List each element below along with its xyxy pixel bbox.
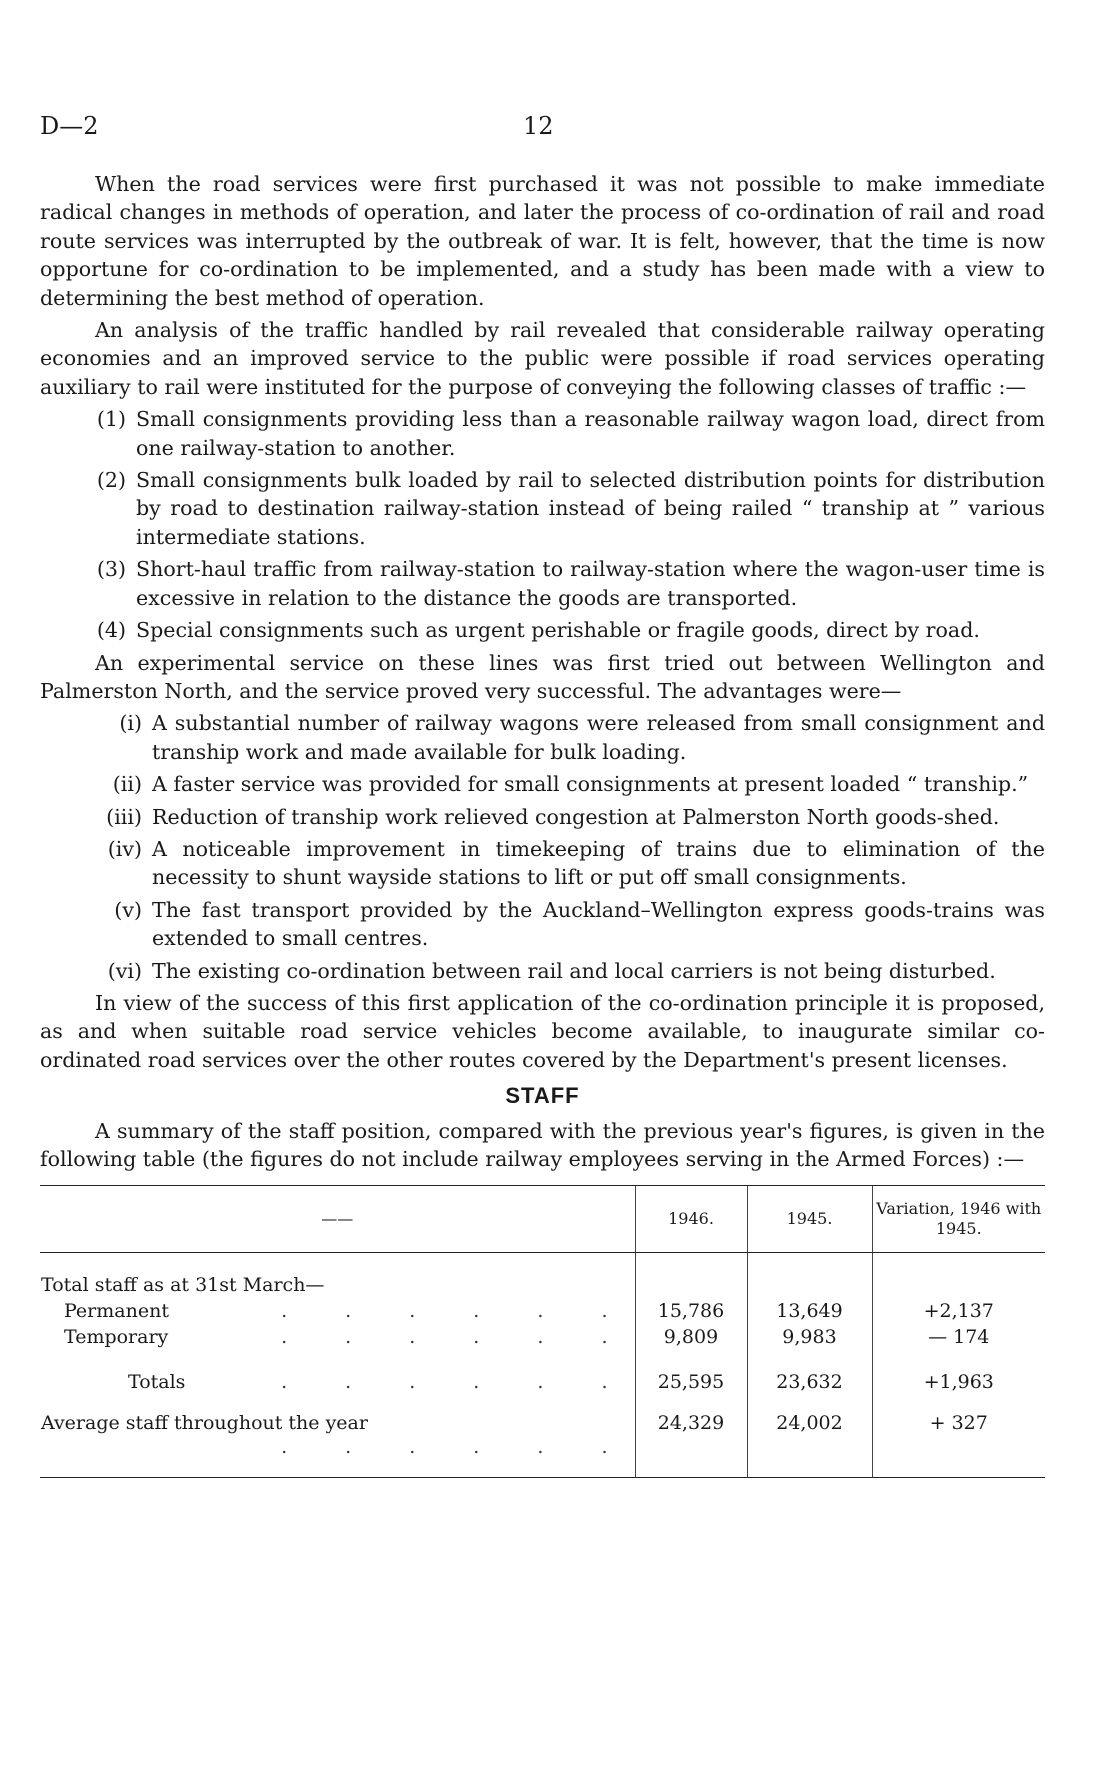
list-text: Reduction of tranship work relieved congestion at Palmerston North goods-shed. xyxy=(152,804,1000,829)
table-row-totals xyxy=(40,1350,1045,1395)
row-label-average: Average staff throughout the year xyxy=(41,1412,368,1435)
list-text: Small consignments providing less than a reasonable railway wagon load, direct from one railway-station to another. xyxy=(136,407,1045,460)
list-item-class-3 xyxy=(40,555,1045,612)
list-number: (iv) xyxy=(107,836,142,861)
leader-dots: . . . . . . xyxy=(281,1300,634,1323)
paragraph-proposal: In view of the success of this first application of the co-ordination principle it is proposed, as and when suitable road service vehicles become available, to inaugurate similar co-ordinated road services over the other routes covered by the Department's present licenses. xyxy=(40,990,1045,1072)
list-text: The fast transport provided by the Auckland–Wellington express goods-trains was extended to small centres. xyxy=(152,897,1045,951)
list-item-advantage-1 xyxy=(40,709,1045,766)
leader-dots: . . . . . . xyxy=(281,1326,634,1349)
cell-average-variation: + 327 xyxy=(872,1395,1045,1478)
table-row-average xyxy=(40,1395,1045,1478)
list-item-advantage-4 xyxy=(40,835,1045,892)
staff-table xyxy=(40,1185,1045,1478)
list-text: A noticeable improvement in timekeeping of trains due to elimination of the necessity to shunt wayside stations to lift or put off small consignments. xyxy=(152,836,1045,890)
cell-permanent-1945: 13,649 xyxy=(747,1298,872,1324)
section-heading-staff: STAFF xyxy=(505,1083,580,1109)
list-text: A faster service was provided for small consignments at present loaded “ tranship.” xyxy=(152,772,1029,797)
paragraph-staff-summary: A summary of the staff position, compared with the previous year's figures, is given in the following table (the figures do not include railway employees serving in the Armed Forces) :— xyxy=(40,1118,1045,1171)
list-number: (1) xyxy=(96,407,126,432)
list-number: (iii) xyxy=(106,804,142,829)
document-code: D—2 xyxy=(40,112,99,140)
header-1946: 1946. xyxy=(635,1186,747,1253)
cell-permanent-variation: +2,137 xyxy=(872,1298,1045,1324)
list-number: (2) xyxy=(96,468,126,493)
list-text: The existing co-ordination between rail and local carriers is not being disturbed. xyxy=(152,958,996,983)
table-row xyxy=(40,1324,1045,1350)
list-number: (vi) xyxy=(107,958,142,983)
table-row xyxy=(40,1298,1045,1324)
paragraph-road-services: When the road services were first purchased it was not possible to make immediate radical changes in methods of operation, and later the process of co-ordination of rail and road route services was interrupted by the outbreak of war. It is felt, however, that the time is now opportune for co-ordination to be implemented, and a study has been made with a view to determining the best method of operation. xyxy=(40,172,1045,310)
cell-totals-variation: +1,963 xyxy=(872,1350,1045,1395)
list-number: (i) xyxy=(119,711,142,736)
list-text: Short-haul traffic from railway-station to railway-station where the wagon-user time is excessive in relation to the distance the goods are transported. xyxy=(136,557,1045,610)
row-label-totals: Totals xyxy=(128,1371,186,1394)
cell-permanent-1946: 15,786 xyxy=(635,1298,747,1324)
list-number: (3) xyxy=(96,557,126,582)
paragraph-experimental-service: An experimental service on these lines was first tried out between Wellington and Palmerston North, and the service proved very successful. The advantages were— xyxy=(40,650,1045,703)
paragraph-traffic-analysis: An analysis of the traffic handled by rail revealed that considerable railway operating economies and an improved service to the public were possible if road services operating auxiliary to rail were instituted for the purpose of conveying the following classes of traffic :— xyxy=(40,318,1045,399)
row-label-permanent: Permanent xyxy=(64,1300,169,1323)
cell-totals-1945: 23,632 xyxy=(747,1350,872,1395)
header-variation: Variation, 1946 with 1945. xyxy=(872,1186,1045,1253)
list-item-class-4 xyxy=(40,616,1045,644)
cell-temporary-variation: — 174 xyxy=(872,1324,1045,1350)
list-item-advantage-3 xyxy=(40,803,1045,831)
list-item-advantage-5 xyxy=(40,896,1045,953)
list-text: Small consignments bulk loaded by rail to selected distribution points for distribution by road to destination railway-station instead of being railed “ tranship at ” various intermediate stations. xyxy=(136,468,1045,549)
list-item-advantage-2 xyxy=(40,770,1045,798)
list-number: (4) xyxy=(96,618,126,643)
table-row-section xyxy=(40,1253,1045,1299)
cell-temporary-1945: 9,983 xyxy=(747,1324,872,1350)
section-label: Total staff as at 31st March— xyxy=(41,1274,325,1297)
cell-temporary-1946: 9,809 xyxy=(635,1324,747,1350)
list-item-advantage-6 xyxy=(40,957,1045,985)
row-label-temporary: Temporary xyxy=(64,1326,169,1349)
cell-average-1945: 24,002 xyxy=(747,1395,872,1478)
cell-totals-1946: 25,595 xyxy=(635,1350,747,1395)
cell-average-1946: 24,329 xyxy=(635,1395,747,1478)
list-item-class-2 xyxy=(40,466,1045,551)
list-text: Special consignments such as urgent perishable or fragile goods, direct by road. xyxy=(136,618,980,643)
leader-dots: . . . . . . xyxy=(281,1371,634,1394)
list-item-class-1 xyxy=(40,405,1045,462)
list-number: (ii) xyxy=(112,772,142,797)
header-label: —— xyxy=(40,1186,635,1253)
body-text xyxy=(40,170,1045,1478)
table-header-row xyxy=(40,1186,1045,1253)
list-number: (v) xyxy=(114,897,142,922)
header-1945: 1945. xyxy=(747,1186,872,1253)
page-number: 12 xyxy=(523,112,554,140)
leader-dots: . . . . . . xyxy=(281,1436,634,1459)
list-text: A substantial number of railway wagons were released from small consignment and tranship work and made available for bulk loading. xyxy=(152,711,1045,764)
